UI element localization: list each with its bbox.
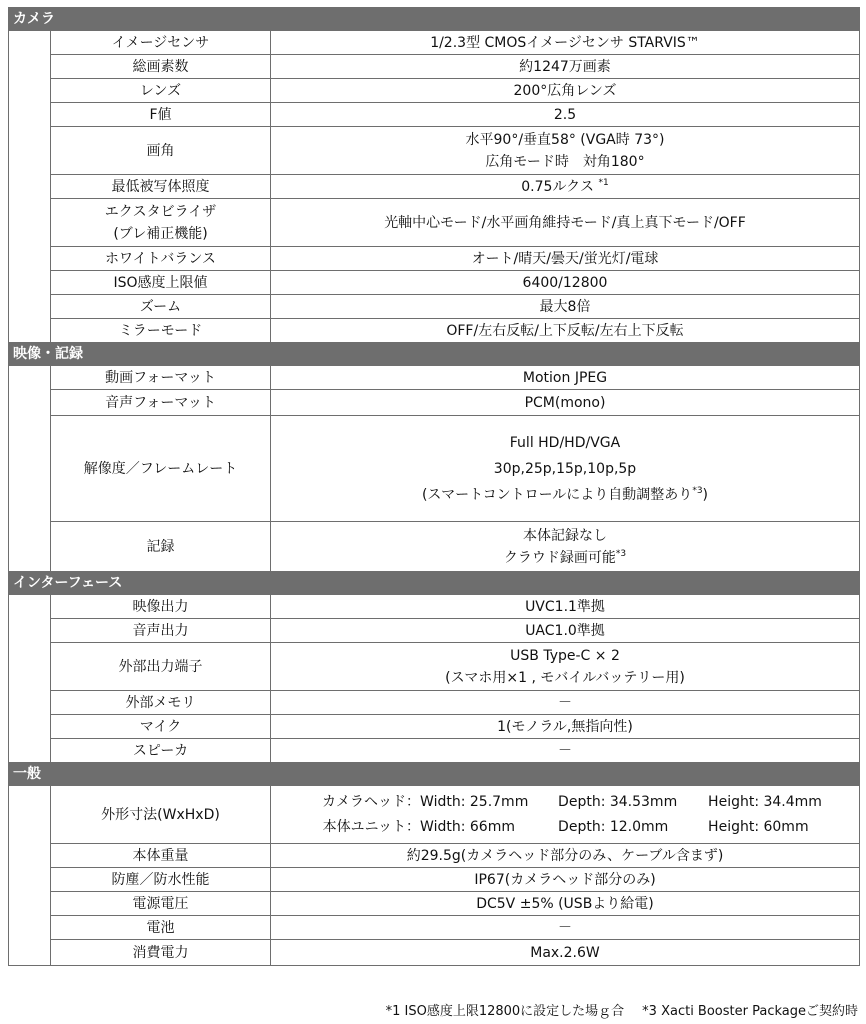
row-value: Motion JPEG <box>271 366 860 390</box>
row-label: 画角 <box>51 127 271 175</box>
row-label <box>51 199 271 247</box>
section-header-video <box>9 343 860 366</box>
table-row <box>9 416 860 522</box>
footnote-3: *3 Xacti Booster Packageご契約時 <box>642 1004 858 1019</box>
row-label: 音声出力 <box>51 619 271 643</box>
value-line: 広角モード時 対角180° <box>485 153 645 170</box>
row-label: ズーム <box>51 295 271 319</box>
row-label: ホワイトバランス <box>51 247 271 271</box>
row-value: DC5V ±5% (USBより給電) <box>271 892 860 916</box>
row-label: ミラーモード <box>51 319 271 343</box>
table-row <box>9 916 860 940</box>
row-value <box>271 522 860 572</box>
dimension-line-unit: 本体ユニット：Width: 66mm Depth: 12.0mm Height: 60mm <box>322 818 809 835</box>
row-label: 映像出力 <box>51 595 271 619</box>
table-row <box>9 319 860 343</box>
row-value: 2.5 <box>271 103 860 127</box>
row-value: － <box>271 691 860 715</box>
row-label: 記録 <box>51 522 271 572</box>
dimensions-block <box>308 790 822 840</box>
row-label: マイク <box>51 715 271 739</box>
footnotes <box>368 1000 858 1019</box>
table-row <box>9 715 860 739</box>
table-row <box>9 595 860 619</box>
table-row <box>9 619 860 643</box>
value-line: Full HD/HD/VGA <box>509 434 621 451</box>
row-value: 約29.5g(カメラヘッド部分のみ、ケーブル含まず) <box>271 844 860 868</box>
table-row <box>9 103 860 127</box>
footnote-ref: *3 <box>615 548 627 559</box>
row-label: 外部メモリ <box>51 691 271 715</box>
row-label: 本体重量 <box>51 844 271 868</box>
row-label: レンズ <box>51 79 271 103</box>
table-row <box>9 31 860 55</box>
table-row <box>9 271 860 295</box>
row-value: 6400/12800 <box>271 271 860 295</box>
table-row <box>9 295 860 319</box>
row-value: UAC1.0準拠 <box>271 619 860 643</box>
table-row <box>9 175 860 199</box>
footnote-ref: *3 <box>692 485 703 496</box>
row-value: UVC1.1準拠 <box>271 595 860 619</box>
row-label: ISO感度上限値 <box>51 271 271 295</box>
dimension-line-head: カメラヘッド：Width: 25.7mm Depth: 34.53mm Height: 34.4mm <box>322 793 822 810</box>
row-label: 消費電力 <box>51 940 271 966</box>
table-row <box>9 390 860 416</box>
table-row <box>9 691 860 715</box>
table-row <box>9 199 860 247</box>
row-value <box>271 416 860 522</box>
row-value: － <box>271 739 860 763</box>
row-label: 音声フォーマット <box>51 390 271 416</box>
value-text: 0.75ルクス <box>521 178 595 195</box>
section-header-camera <box>9 8 860 31</box>
row-value: 200°広角レンズ <box>271 79 860 103</box>
table-row <box>9 892 860 916</box>
footnote-1: *1 ISO感度上限12800に設定した場ｇ合 <box>385 1004 625 1019</box>
row-value: 光軸中心モード/水平画角維持モード/真上真下モード/OFF <box>271 199 860 247</box>
section-header-general <box>9 763 860 786</box>
table-row <box>9 739 860 763</box>
row-value: － <box>271 916 860 940</box>
row-value: 約1247万画素 <box>271 55 860 79</box>
table-row <box>9 844 860 868</box>
value-line: (スマホ用×1 , モバイルバッテリー用) <box>445 669 685 686</box>
spec-sheet <box>8 7 859 966</box>
section-title: インターフェース <box>9 572 860 595</box>
row-label: 電源電圧 <box>51 892 271 916</box>
row-value <box>271 175 860 199</box>
section-title: 映像・記録 <box>9 343 860 366</box>
row-label: 総画素数 <box>51 55 271 79</box>
table-row <box>9 79 860 103</box>
row-label: 解像度／フレームレート <box>51 416 271 522</box>
table-row <box>9 247 860 271</box>
row-label: 電池 <box>51 916 271 940</box>
table-row <box>9 786 860 844</box>
row-value <box>271 127 860 175</box>
row-label: F値 <box>51 103 271 127</box>
section-header-interface <box>9 572 860 595</box>
table-row <box>9 55 860 79</box>
row-value: IP67(カメラヘッド部分のみ) <box>271 868 860 892</box>
row-value: 1/2.3型 CMOSイメージセンサ STARVIS™ <box>271 31 860 55</box>
table-row <box>9 643 860 691</box>
spec-table <box>8 7 860 966</box>
table-row <box>9 366 860 390</box>
value-line: 30p,25p,15p,10p,5p <box>493 460 637 477</box>
row-value: 1(モノラル,無指向性) <box>271 715 860 739</box>
row-value: オート/晴天/曇天/蛍光灯/電球 <box>271 247 860 271</box>
row-label: スピーカ <box>51 739 271 763</box>
value-line: 水平90°/垂直58° (VGA時 73°) <box>465 131 665 148</box>
row-value <box>271 643 860 691</box>
row-label: 外部出力端子 <box>51 643 271 691</box>
row-label: イメージセンサ <box>51 31 271 55</box>
row-value: OFF/左右反転/上下反転/左右上下反転 <box>271 319 860 343</box>
table-row <box>9 127 860 175</box>
value-line: 本体記録なし <box>523 527 607 544</box>
section-title: カメラ <box>9 8 860 31</box>
row-value: 最大8倍 <box>271 295 860 319</box>
row-value: PCM(mono) <box>271 390 860 416</box>
row-label: 外形寸法(WxHxD) <box>51 786 271 844</box>
section-title: 一般 <box>9 763 860 786</box>
label-line: (ブレ補正機能) <box>113 225 208 242</box>
value-line: USB Type-C × 2 <box>510 647 620 664</box>
table-row <box>9 522 860 572</box>
row-label: 最低被写体照度 <box>51 175 271 199</box>
table-row <box>9 940 860 966</box>
label-line: エクスタビライザ <box>104 203 217 220</box>
value-line: (スマートコントロールにより自動調整あり$^{*3}$) <box>421 485 709 503</box>
table-row <box>9 868 860 892</box>
row-value <box>271 786 860 844</box>
row-value: Max.2.6W <box>271 940 860 966</box>
row-label: 防塵／防水性能 <box>51 868 271 892</box>
row-label: 動画フォーマット <box>51 366 271 390</box>
value-line: クラウド録画可能$^{*3}$ <box>503 548 627 566</box>
footnote-ref: *1 <box>598 177 609 188</box>
